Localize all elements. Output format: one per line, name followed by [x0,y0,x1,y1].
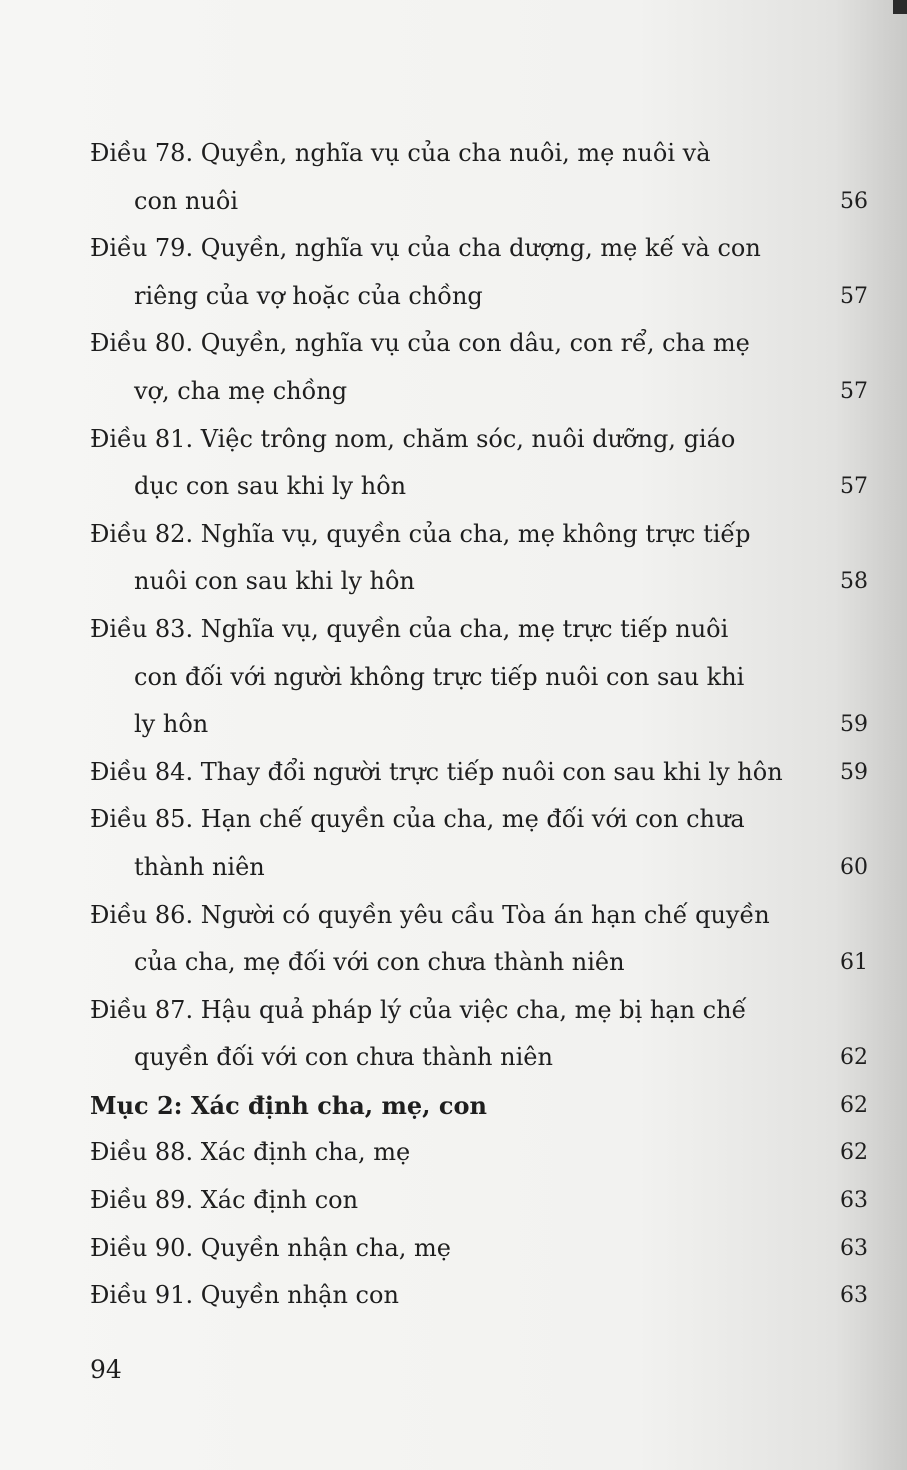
toc-entry-title-continued: quyền đối với con chưa thành niên [134,1043,553,1072]
toc-entry-dieu-80 [90,320,875,415]
page-folio-number: 94 [90,1355,122,1384]
toc-section-title: Mục 2: Xác định cha, mẹ, con [90,1090,487,1120]
toc-page-number: 62 [840,1045,868,1071]
toc-page-number: 62 [840,1092,868,1118]
toc-entry-title: Điều 86. Người có quyền yêu cầu Tòa án hạn chế quyền [90,900,770,929]
toc-page-number: 62 [840,1140,868,1166]
toc-page-number: 58 [840,569,868,595]
toc-entry-dieu-89 [90,1177,875,1225]
toc-page-number: 63 [840,1188,868,1214]
toc-entry-dieu-79 [90,225,875,320]
toc-entry-title: Điều 88. Xác định cha, mẹ [90,1138,411,1167]
toc-entry-dieu-86 [90,892,875,987]
toc-page-number: 57 [840,474,868,500]
toc-entry-title-continued: riêng của vợ hoặc của chồng [134,281,483,310]
toc-entry-title-continued: ly hôn [134,710,209,739]
toc-entry-title-continued: của cha, mẹ đối với con chưa thành niên [134,948,625,977]
toc-entry-dieu-85 [90,796,875,891]
toc-entry-title: Điều 89. Xác định con [90,1186,359,1215]
toc-entry-title: Điều 87. Hậu quả pháp lý của việc cha, mẹ bị hạn chế [90,995,747,1024]
toc-page-number: 56 [840,188,868,214]
toc-entry-dieu-87 [90,987,875,1082]
toc-page-number: 59 [840,712,868,738]
toc-page-number: 57 [840,378,868,404]
toc-entry-title: Điều 91. Quyền nhận con [90,1281,399,1310]
toc-entry-title-continued: thành niên [134,852,265,881]
toc-page-number: 57 [840,283,868,309]
toc-entry-title: Điều 82. Nghĩa vụ, quyền của cha, mẹ không trực tiếp [90,519,751,548]
toc-page-number: 60 [840,854,868,880]
toc-entry-dieu-84 [90,749,875,797]
toc-entry-title-continued: nuôi con sau khi ly hôn [134,567,415,596]
toc-entry-dieu-88 [90,1129,875,1177]
toc-page-number: 63 [840,1235,868,1261]
toc-entry-title-continued: con nuôi [134,186,239,215]
toc-entry-title: Điều 83. Nghĩa vụ, quyền của cha, mẹ trực tiếp nuôi [90,614,729,643]
toc-entry-title: Điều 85. Hạn chế quyền của cha, mẹ đối với con chưa [90,805,745,834]
toc-entry-dieu-82 [90,511,875,606]
toc-entry-title: Điều 78. Quyền, nghĩa vụ của cha nuôi, mẹ nuôi và [90,139,711,167]
toc-entry-dieu-83 [90,606,875,749]
toc-entry-title: Điều 90. Quyền nhận cha, mẹ [90,1233,451,1262]
scan-corner-mark [893,0,907,14]
toc-entry-title: Điều 81. Việc trông nom, chăm sóc, nuôi dưỡng, giáo [90,424,736,453]
toc-entry-title-continued: dục con sau khi ly hôn [134,472,407,501]
toc-entry-title-continued: con đối với người không trực tiếp nuôi con sau khi [134,662,745,691]
table-of-contents [90,130,875,1320]
toc-section-heading-muc-2 [90,1082,875,1130]
toc-page-number: 61 [840,950,868,976]
toc-page-number: 63 [840,1283,868,1309]
toc-entry-title-continued: vợ, cha mẹ chồng [134,376,348,405]
toc-page-number: 59 [840,759,868,785]
toc-entry-dieu-90 [90,1225,875,1273]
toc-entry-dieu-78 [90,130,875,225]
toc-entry-dieu-91 [90,1272,875,1320]
toc-entry-dieu-81 [90,416,875,511]
toc-entry-title: Điều 84. Thay đổi người trực tiếp nuôi con sau khi ly hôn [90,757,783,786]
toc-entry-title: Điều 80. Quyền, nghĩa vụ của con dâu, con rể, cha mẹ [90,329,750,358]
toc-entry-title: Điều 79. Quyền, nghĩa vụ của cha dượng, mẹ kế và con [90,234,761,263]
